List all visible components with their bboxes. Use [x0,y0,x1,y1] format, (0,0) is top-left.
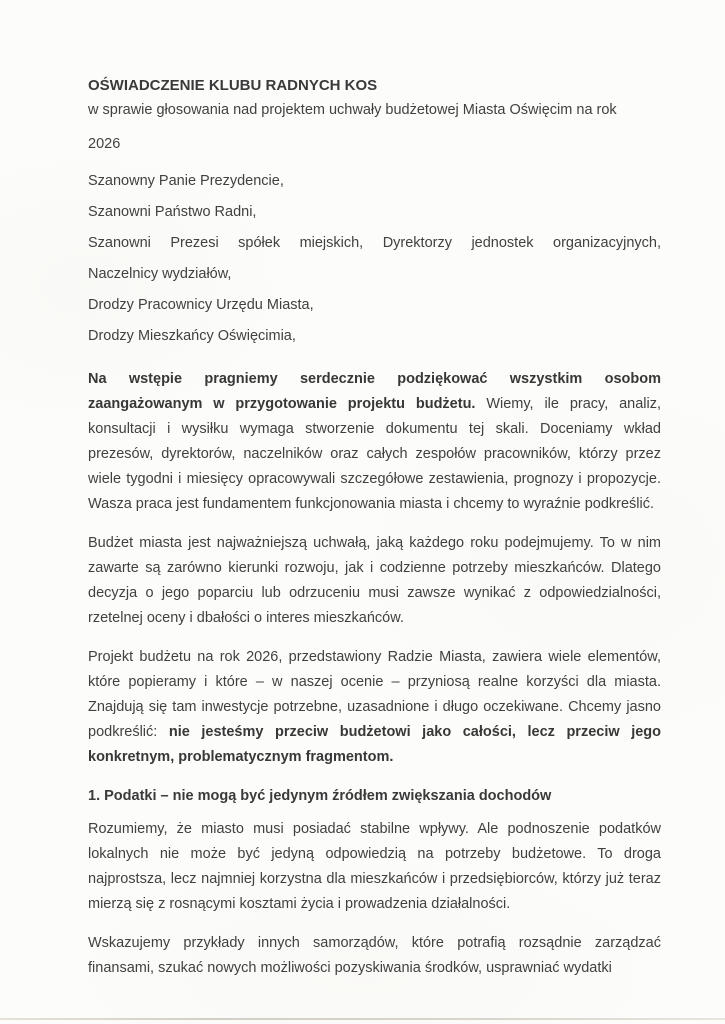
paragraph-taxes: Rozumiemy, że miasto musi posiadać stabilne wpływy. Ale podnoszenie podatków lokalnych nie może być jedyną odpowiedzią na potrzeby budżetowe. To droga najprostsza, lecz najmniej korzystna dla mieszkańców i przedsiębiorców, którzy już teraz mierzą się z rosnącymi kosztami życia i prowadzenia działalności. [88,821,661,912]
salutation-department-heads: Naczelnicy wydziałów, [88,266,232,282]
paragraph-other-municipalities: Wskazujemy przykłady innych samorządów, które potrafią rozsądnie zarządzać finansami, szukać nowych możliwości pozyskiwania środków, usprawniać wydatki [88,935,661,976]
salutation-councillors: Szanowni Państwo Radni, [88,204,257,220]
document-subtitle-year: 2026 [88,136,121,152]
salutation-block [88,168,661,349]
paragraph-project-assessment-bold-tail: nie jesteśmy przeciw budżetowi jako całości, lecz przeciw jego konkretnym, problematycznym fragmentom. [88,724,661,765]
salutation-residents: Drodzy Mieszkańcy Oświęcimia, [88,328,296,344]
document-subtitle: w sprawie głosowania nad projektem uchwały budżetowej Miasta Oświęcim na rok [88,102,617,118]
paragraph-thanks-bold-lead: Na wstępie pragniemy serdecznie podziękować wszystkim osobom zaangażowanym w przygotowanie projektu budżetu. [88,371,661,412]
salutation-city-hall-employees: Drodzy Pracownicy Urzędu Miasta, [88,297,314,313]
paragraph-project-assessment [88,645,661,770]
scan-edge-line [0,1018,725,1020]
salutation-president: Szanowny Panie Prezydencie, [88,173,284,189]
document-title: OŚWIADCZENIE KLUBU RADNYCH KOS [88,77,378,94]
paragraph-thanks-body: Wiemy, ile pracy, analiz, konsultacji i wysiłku wymaga stworzenie dokumentu tej skali. Doceniamy wkład prezesów, dyrektorów, naczelników oraz całych zespołów pracowników, którzy przez wiele tygodni i miesięcy opracowywali szczegółowe zestawienia, prognozy i propozycje. Wasza praca jest fundamentem funkcjonowania miasta i chcemy to wyraźnie podkreślić. [88,396,662,512]
paragraph-thanks [88,367,661,517]
paragraph-budget-importance: Budżet miasta jest najważniejszą uchwałą, jaką każdego roku podejmujemy. To w nim zawarte są zarówno kierunki rozwoju, jak i codzienne potrzeby mieszkańców. Dlatego decyzja o jego poparciu lub odrzuceniu musi zawsze wynikać z odpowiedzialności, rzetelnej oceny i dbałości o interes mieszkańców. [88,535,661,626]
salutation-company-presidents: Szanowni Prezesi spółek miejskich, Dyrektorzy jednostek organizacyjnych, [88,235,661,251]
section-heading-taxes: 1. Podatki – nie mogą być jedynym źródłem zwiększania dochodów [88,788,552,804]
paragraph-project-assessment-body: Projekt budżetu na rok 2026, przedstawiony Radzie Miasta, zawiera wiele elementów, które popieramy i które – w naszej ocenie – przyniosą realne korzyści dla miasta. Znajdują się tam inwestycje potrzebne, uzasadnione i długo oczekiwane. Chcemy jasno podkreślić: [88,649,661,740]
